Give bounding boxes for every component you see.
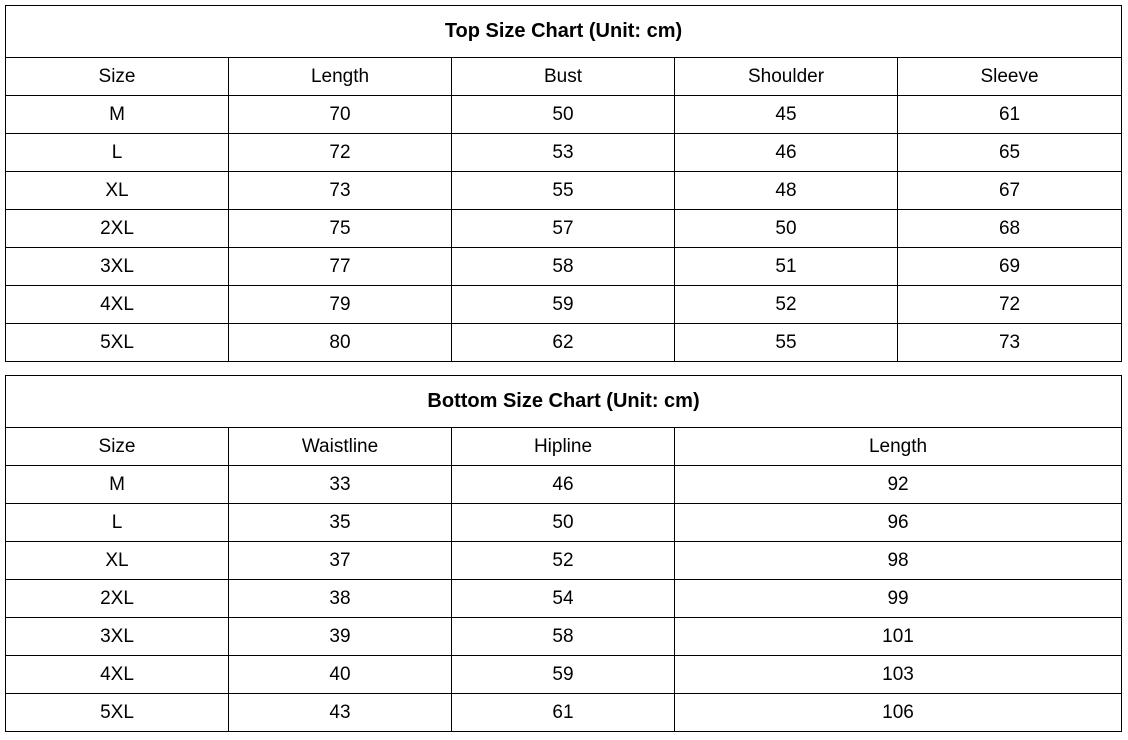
length-cell: 80 [229,324,452,362]
waistline-cell: 35 [229,504,452,542]
length-cell: 92 [675,466,1122,504]
shoulder-cell: 48 [675,172,898,210]
length-cell: 103 [675,656,1122,694]
bust-cell: 53 [452,134,675,172]
size-cell: XL [6,542,229,580]
hipline-cell: 52 [452,542,675,580]
bottom-size-chart-body [6,376,1122,732]
shoulder-cell: 50 [675,210,898,248]
bottom-size-chart [5,375,1122,732]
length-cell: 79 [229,286,452,324]
sleeve-cell: 69 [898,248,1122,286]
table-row [6,618,1122,656]
table-row [6,134,1122,172]
length-cell: 72 [229,134,452,172]
hipline-cell: 61 [452,694,675,732]
length-cell: 101 [675,618,1122,656]
length-cell: 99 [675,580,1122,618]
size-cell: L [6,134,229,172]
bust-cell: 59 [452,286,675,324]
bust-cell: 58 [452,248,675,286]
length-cell: 77 [229,248,452,286]
sleeve-cell: 73 [898,324,1122,362]
hipline-cell: 50 [452,504,675,542]
column-header-bust: Bust [452,58,675,96]
bottom-size-chart-header-row [6,428,1122,466]
length-cell: 73 [229,172,452,210]
top-size-chart [5,5,1122,362]
length-cell: 106 [675,694,1122,732]
size-cell: 5XL [6,324,229,362]
hipline-cell: 54 [452,580,675,618]
bust-cell: 55 [452,172,675,210]
column-header-length: Length [229,58,452,96]
table-row [6,466,1122,504]
hipline-cell: 58 [452,618,675,656]
table-row [6,210,1122,248]
bust-cell: 57 [452,210,675,248]
top-size-chart-title: Top Size Chart (Unit: cm) [6,6,1122,58]
sleeve-cell: 72 [898,286,1122,324]
size-cell: 3XL [6,618,229,656]
top-size-chart-header-row [6,58,1122,96]
hipline-cell: 46 [452,466,675,504]
shoulder-cell: 45 [675,96,898,134]
sleeve-cell: 68 [898,210,1122,248]
waistline-cell: 38 [229,580,452,618]
bottom-size-chart-title: Bottom Size Chart (Unit: cm) [6,376,1122,428]
size-cell: L [6,504,229,542]
size-cell: 4XL [6,286,229,324]
size-cell: 2XL [6,210,229,248]
size-cell: 2XL [6,580,229,618]
top-size-chart-body [6,6,1122,362]
waistline-cell: 39 [229,618,452,656]
length-cell: 75 [229,210,452,248]
sleeve-cell: 65 [898,134,1122,172]
size-cell: M [6,466,229,504]
bottom-size-chart-title-row [6,376,1122,428]
size-cell: 3XL [6,248,229,286]
table-row [6,656,1122,694]
length-cell: 96 [675,504,1122,542]
table-row [6,542,1122,580]
size-cell: M [6,96,229,134]
column-header-waistline: Waistline [229,428,452,466]
table-row [6,324,1122,362]
column-header-hipline: Hipline [452,428,675,466]
top-size-chart-title-row [6,6,1122,58]
sleeve-cell: 61 [898,96,1122,134]
column-header-sleeve: Sleeve [898,58,1122,96]
column-header-shoulder: Shoulder [675,58,898,96]
table-row [6,96,1122,134]
column-header-length: Length [675,428,1122,466]
length-cell: 98 [675,542,1122,580]
table-row [6,286,1122,324]
waistline-cell: 33 [229,466,452,504]
bust-cell: 50 [452,96,675,134]
size-cell: 5XL [6,694,229,732]
shoulder-cell: 51 [675,248,898,286]
waistline-cell: 40 [229,656,452,694]
waistline-cell: 43 [229,694,452,732]
size-cell: 4XL [6,656,229,694]
column-header-size: Size [6,428,229,466]
sleeve-cell: 67 [898,172,1122,210]
shoulder-cell: 55 [675,324,898,362]
table-row [6,248,1122,286]
table-row [6,504,1122,542]
shoulder-cell: 46 [675,134,898,172]
table-row [6,694,1122,732]
hipline-cell: 59 [452,656,675,694]
size-cell: XL [6,172,229,210]
bust-cell: 62 [452,324,675,362]
table-row [6,172,1122,210]
table-row [6,580,1122,618]
column-header-size: Size [6,58,229,96]
waistline-cell: 37 [229,542,452,580]
shoulder-cell: 52 [675,286,898,324]
length-cell: 70 [229,96,452,134]
